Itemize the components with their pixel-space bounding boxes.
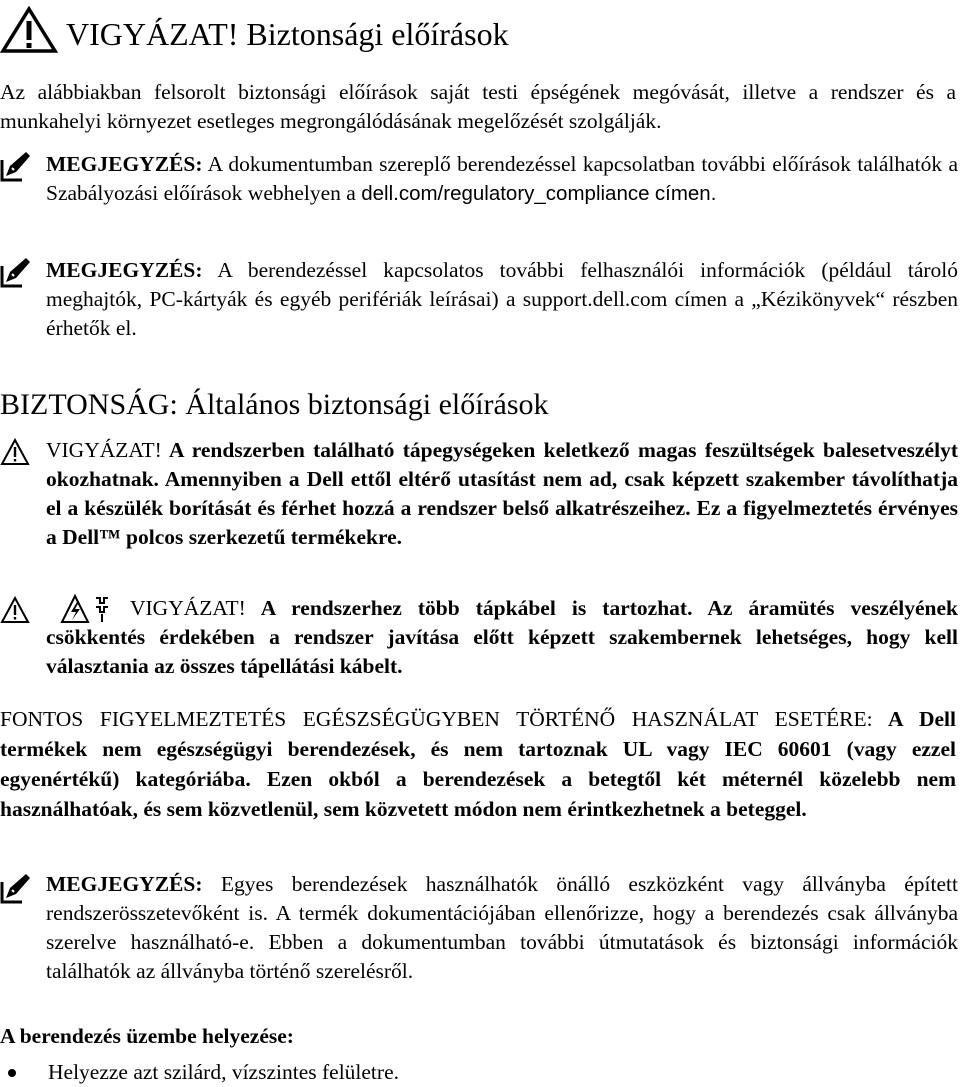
warning-triangle-icon <box>0 6 58 54</box>
note-text <box>46 150 958 208</box>
list-item-text: Helyezze azt szilárd, vízszintes felületre. <box>48 1060 399 1084</box>
note-label: MEGJEGYZÉS: <box>46 872 203 896</box>
setup-list <box>0 1058 960 1087</box>
note-pencil-icon <box>0 256 32 288</box>
warning-triangle-icon <box>0 596 30 624</box>
warning-triangle-icon <box>0 438 30 466</box>
note-text <box>46 870 958 986</box>
regulatory-link[interactable]: dell.com/regulatory_compliance <box>361 182 650 205</box>
note-suffix: címen. <box>654 182 717 205</box>
note-text <box>46 256 958 343</box>
note-pencil-icon <box>0 872 32 904</box>
note-pencil-icon <box>0 150 32 182</box>
list-item <box>0 1058 960 1087</box>
section-heading: BIZTONSÁG: Általános biztonsági előírások <box>0 388 549 421</box>
intro-paragraph: Az alábbiakban felsorolt biztonsági előírások saját testi épségének megóvását, illetve a rendszer és a munkahelyi környezet esetleges megrongálódásának megelőzését szolgálják. <box>0 80 956 133</box>
caution-heading <box>0 2 509 54</box>
warning-body: A rendszerben található tápegységeken keletkező magas feszültségek balesetveszélyt okozhatnak. Amennyiben a Dell ettől eltérő utasítást nem ad, csak képzett szakember távolíthatja el a készülék borítását és férhet hozzá a rendszer belső alkatrészeihez. Ez a figyelmeztetés érvényes a Dell™ polcos szerkezetű termékekre. <box>46 438 958 549</box>
caution-title: VIGYÁZAT! Biztonsági előírások <box>66 16 509 52</box>
warning-label: VIGYÁZAT! <box>130 596 246 620</box>
setup-heading: A berendezés üzembe helyezése: <box>0 1024 294 1048</box>
warning-body: A rendszerhez több tápkábel is tartozhat. Az áramütés veszélyének csökkentés érdekében a rendszer javítása előtt képzett szakembernek lehetséges, hogy kell választania az összes tápellátási kábelt. <box>46 596 958 678</box>
bullet-icon <box>8 1069 16 1077</box>
warning-text <box>46 436 958 552</box>
medical-notice-label: FONTOS FIGYELMEZTETÉS EGÉSZSÉGÜGYBEN TÖRTÉNŐ HASZNÁLAT ESETÉRE: <box>0 707 873 731</box>
note-body: A dokumentumban szereplő berendezéssel kapcsolatban további előírások találhatók a Szabályozási előírások webhelyen a <box>46 152 958 205</box>
note-label: MEGJEGYZÉS: <box>46 152 203 176</box>
warning-label: VIGYÁZAT! <box>46 438 162 462</box>
warning-text <box>46 594 958 681</box>
note-body: A berendezéssel kapcsolatos további felhasználói információk (például tároló meghajtók, PC-kártyák és egyéb perifériák leírásai) a support.dell.com címen a „Kézikönyvek“ részben érhetők el. <box>46 258 958 340</box>
note-label: MEGJEGYZÉS: <box>46 258 203 282</box>
medical-notice-body: A Dell termékek nem egészségügyi berendezések, és nem tartoznak UL vagy IEC 60601 (vagy ezzel egyenértékű) kategóriába. Ezen okból a berendezések a betegtől két méternél közelebb nem használhatóak, és sem közvetlenül, sem közvetett módon nem érintkezhetnek a beteggel. <box>0 707 956 821</box>
medical-use-notice <box>0 704 956 824</box>
note-body: Egyes berendezések használhatók önálló eszközként vagy állványba épített rendszerösszetevőként is. A termék dokumentációjában ellenőrizze, hogy a berendezés csak állványba szerelve használható-e. Ebben a dokumentumban további útmutatások és biztonsági információk találhatók az állványba történő szerelésről. <box>46 872 958 983</box>
